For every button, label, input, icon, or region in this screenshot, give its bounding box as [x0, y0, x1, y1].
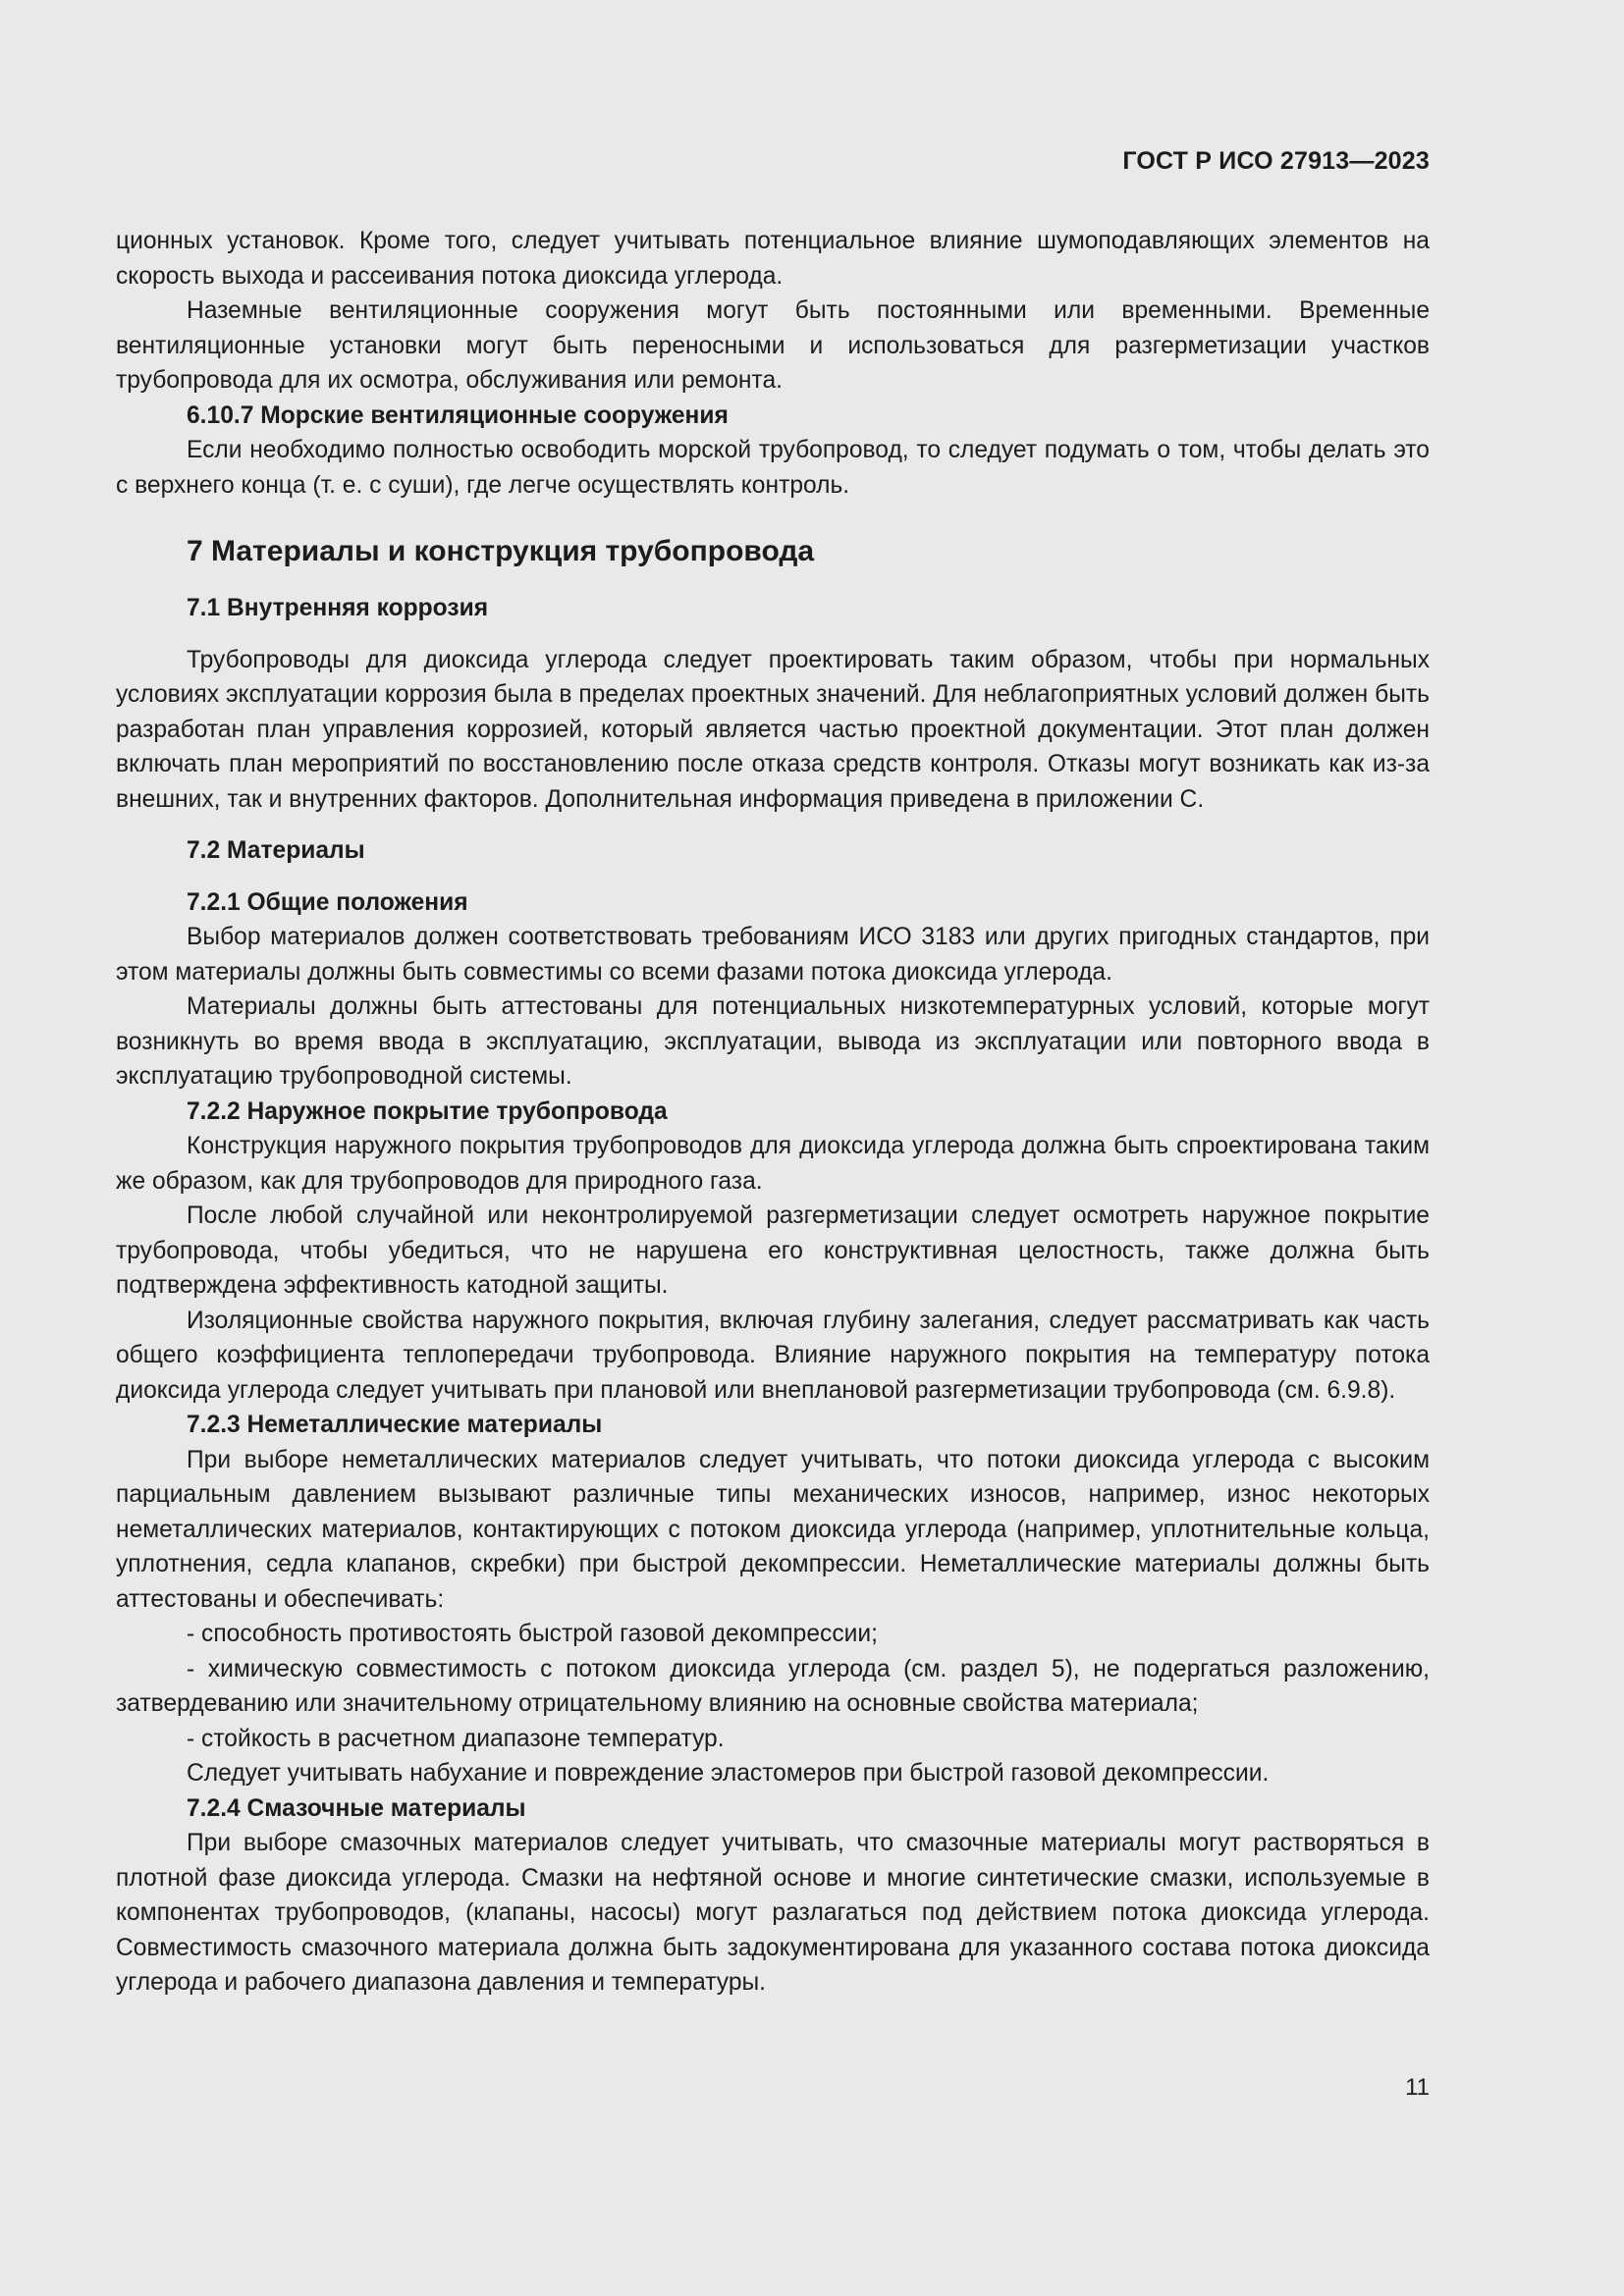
paragraph: Материалы должны быть аттестованы для потенциальных низкотемпературных условий, которые могут возникнуть во время ввода в эксплуатацию, эксплуатации, вывода из эксплуатации или повторного ввода в эксплуатацию трубопроводной системы.	[116, 993, 1430, 1090]
paragraph: Конструкция наружного покрытия трубопроводов для диоксида углерода должна быть спроектирована таким же образом, как для трубопроводов для природного газа.	[116, 1133, 1430, 1195]
section-heading-7-2: 7.2 Материалы	[187, 837, 365, 864]
section-heading-7-2-4: 7.2.4 Смазочные материалы	[187, 1794, 526, 1822]
paragraph: Выбор материалов должен соответствовать требованиям ИСО 3183 или других пригодных стандартов, при этом материалы должны быть совместимы со всеми фазами потока диоксида углерода.	[116, 924, 1430, 986]
paragraph: При выборе смазочных материалов следует учитывать, что смазочные материалы могут растворяться в плотной фазе диоксида углерода. Смазки на нефтяной основе и многие синтетические смазки, используемые в компонентах трубопроводов, (клапаны, насосы) могут разлагаться под действием потока диоксида углерода. Совместимость смазочного материала должна быть задокументирована для указанного состава потока диоксида углерода и рабочего диапазона давления и температуры.	[116, 1830, 1430, 1996]
list-item: - химическую совместимость с потоком диоксида углерода (см. раздел 5), не подергаться разложению, затвердеванию или значительному отрицательному влиянию на основные свойства материала;	[116, 1655, 1430, 1717]
paragraph: ционных установок. Кроме того, следует учитывать потенциальное влияние шумоподавляющих элементов на скорость выхода и рассеивания потока диоксида углерода.	[116, 228, 1430, 290]
document-body	[116, 224, 1430, 2001]
paragraph: При выборе неметаллических материалов следует учитывать, что потоки диоксида углерода с высоким парциальным давлением вызывают различные типы механических износов, например, износ некоторых неметаллических материалов, контактирующих с потоком диоксида углерода (например, уплотнительные кольца, уплотнения, седла клапанов, скребки) при быстрой декомпрессии. Неметаллические материалы должны быть аттестованы и обеспечивать:	[116, 1446, 1430, 1613]
document-code-header: ГОСТ Р ИСО 27913—2023	[1122, 147, 1430, 175]
section-heading-7-1: 7.1 Внутренняя коррозия	[187, 595, 489, 621]
section-heading-7-2-2: 7.2.2 Наружное покрытие трубопровода	[187, 1097, 668, 1125]
list-item: - способность противостоять быстрой газовой декомпрессии;	[187, 1621, 878, 1647]
paragraph: Трубопроводы для диоксида углерода следует проектировать таким образом, чтобы при нормальных условиях эксплуатации коррозия была в пределах проектных значений. Для неблагоприятных условий должен быть разработан план управления коррозией, который является частью проектной документации. Этот план должен включать план мероприятий по восстановлению после отказа средств контроля. Отказы могут возникать как из-за внешних, так и внутренних факторов. Дополнительная информация приведена в приложении С.	[116, 646, 1430, 813]
paragraph: Наземные вентиляционные сооружения могут быть постоянными или временными. Временные вентиляционные установки могут быть переносными и использоваться для разгерметизации участков трубопровода для их осмотра, обслуживания или ремонта.	[116, 297, 1430, 394]
paragraph: После любой случайной или неконтролируемой разгерметизации следует осмотреть наружное покрытие трубопровода, чтобы убедиться, что не нарушена его конструктивная целостность, также должна быть подтверждена эффективность катодной защиты.	[116, 1202, 1430, 1299]
list-item: - стойкость в расчетном диапазоне температур.	[187, 1725, 725, 1752]
page-number: 11	[1405, 2074, 1430, 2101]
section-heading-7: 7 Материалы и конструкция трубопровода	[187, 535, 815, 567]
document-page	[116, 0, 1430, 2296]
section-heading-7-2-3: 7.2.3 Неметаллические материалы	[187, 1412, 603, 1438]
section-heading-6-10-7: 6.10.7 Морские вентиляционные сооружения	[187, 401, 729, 429]
paragraph: Если необходимо полностью освободить морской трубопровод, то следует подумать о том, чтобы делать это с верхнего конца (т. е. с суши), где легче осуществлять контроль.	[116, 437, 1430, 499]
section-heading-7-2-1: 7.2.1 Общие положения	[187, 888, 468, 916]
paragraph: Изоляционные свойства наружного покрытия, включая глубину залегания, следует рассматривать как часть общего коэффициента теплопередачи трубопровода. Влияние наружного покрытия на температуру потока диоксида углерода следует учитывать при плановой или внеплановой разгерметизации трубопровода (см. 6.9.8).	[116, 1307, 1430, 1404]
paragraph: Следует учитывать набухание и повреждение эластомеров при быстрой газовой декомпрессии.	[187, 1760, 1270, 1787]
